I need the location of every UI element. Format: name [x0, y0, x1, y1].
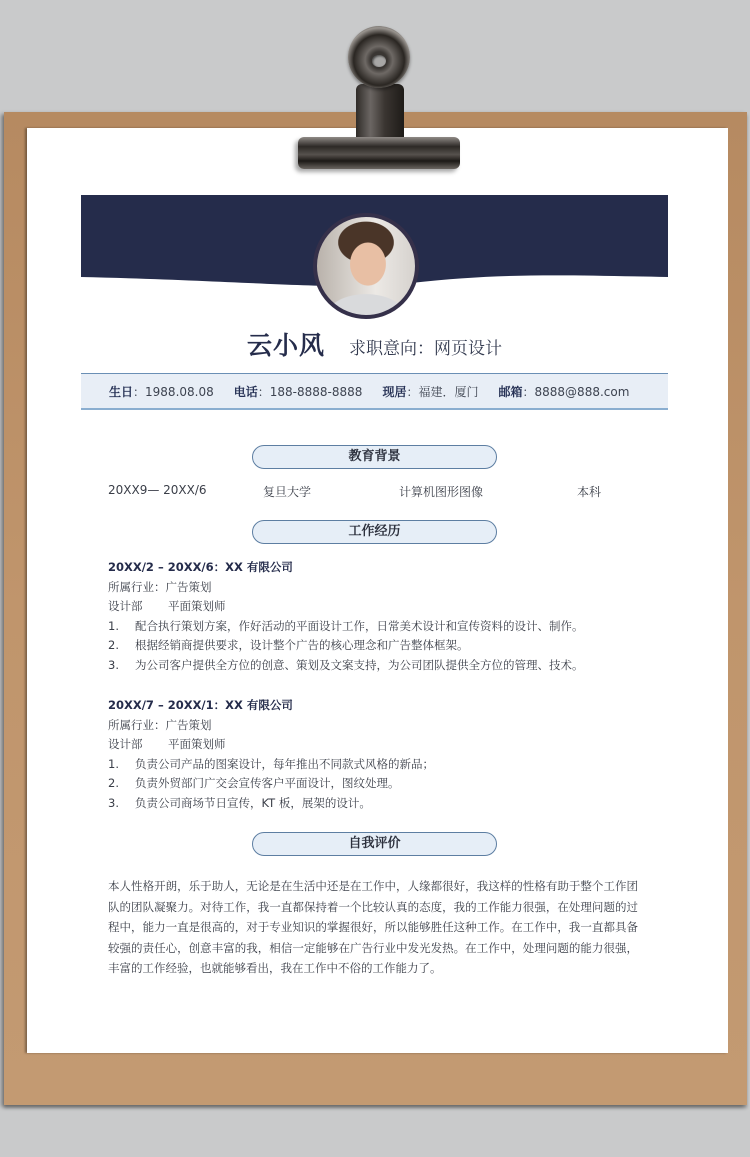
info-email: 邮箱：8888@888.com [498, 384, 630, 399]
contact-info-bar [81, 373, 668, 410]
self-evaluation-text: 本人性格开朗，乐于助人，无论是在生活中还是在工作中，人缘都很好，我这样的性格有助于整个工作团队的团队凝聚力。对待工作，我一直都保持着一个比较认真的态度，我的工作能力很强，在处理问题的过程中，能力一直是很高的，对于专业知识的掌握很好，所以能够胜任这种工作。在工作中，我一直都具备较强的责任心，创意丰富的我，相信一定能够在广告行业中发光发热。在工作中，处理问题的能力很强，丰富的工作经验，也就能够看出，我在工作中不俗的工作能力了。 [108, 879, 638, 975]
candidate-name: 云小风 [246, 331, 325, 360]
edu-school: 复旦大学 [263, 485, 312, 499]
job-duty: 3. 负责公司商场节日宣传，KT 板，展架的设计。 [108, 795, 371, 810]
avatar-photo [313, 213, 419, 319]
binder-clip-hole [372, 55, 386, 67]
job-heading: 20XX/7 – 20XX/1：XX 有限公司 [108, 698, 293, 712]
job-department-position: 设计部 平面策划师 [108, 737, 226, 751]
job-duty: 2. 根据经销商提供要求，设计整个广告的核心理念和广告整体框架。 [108, 638, 469, 652]
name-row [81, 326, 668, 362]
job-entry-1 [108, 558, 628, 675]
job-duty: 2. 负责外贸部门广交会宣传客户平面设计，图纹处理。 [108, 776, 400, 790]
job-duty: 1. 负责公司产品的图案设计，每年推出不同款式风格的新品； [108, 756, 434, 771]
job-department-position: 设计部 平面策划师 [108, 599, 226, 613]
job-objective: 求职意向：网页设计 [349, 339, 502, 359]
info-location: 现居：福建．厦门 [382, 384, 479, 399]
info-phone: 电话：188-8888-8888 [233, 384, 363, 399]
job-duty: 1. 配合执行策划方案，作好活动的平面设计工作，日常美术设计和宣传资料的设计、制作。 [108, 618, 584, 633]
education-row [108, 483, 628, 501]
job-duty: 3. 为公司客户提供全方位的创意、策划及文案支持，为公司团队提供全方位的管理、技术。 [108, 657, 584, 672]
job-industry: 所属行业：广告策划 [108, 717, 212, 732]
section-title-self-evaluation: 自我评价 [252, 832, 497, 856]
section-title-education: 教育背景 [252, 445, 497, 469]
edu-degree: 本科 [577, 485, 602, 499]
job-entry-2 [108, 696, 628, 813]
info-birthday: 生日：1988.08.08 [109, 384, 214, 399]
edu-major: 计算机图形图像 [399, 485, 484, 499]
binder-clip-base [298, 137, 460, 169]
edu-period: 20XX9— 20XX/6 [108, 483, 207, 497]
section-title-work: 工作经历 [252, 520, 497, 544]
job-heading: 20XX/2 – 20XX/6：XX 有限公司 [108, 560, 293, 574]
job-industry: 所属行业：广告策划 [108, 579, 212, 594]
